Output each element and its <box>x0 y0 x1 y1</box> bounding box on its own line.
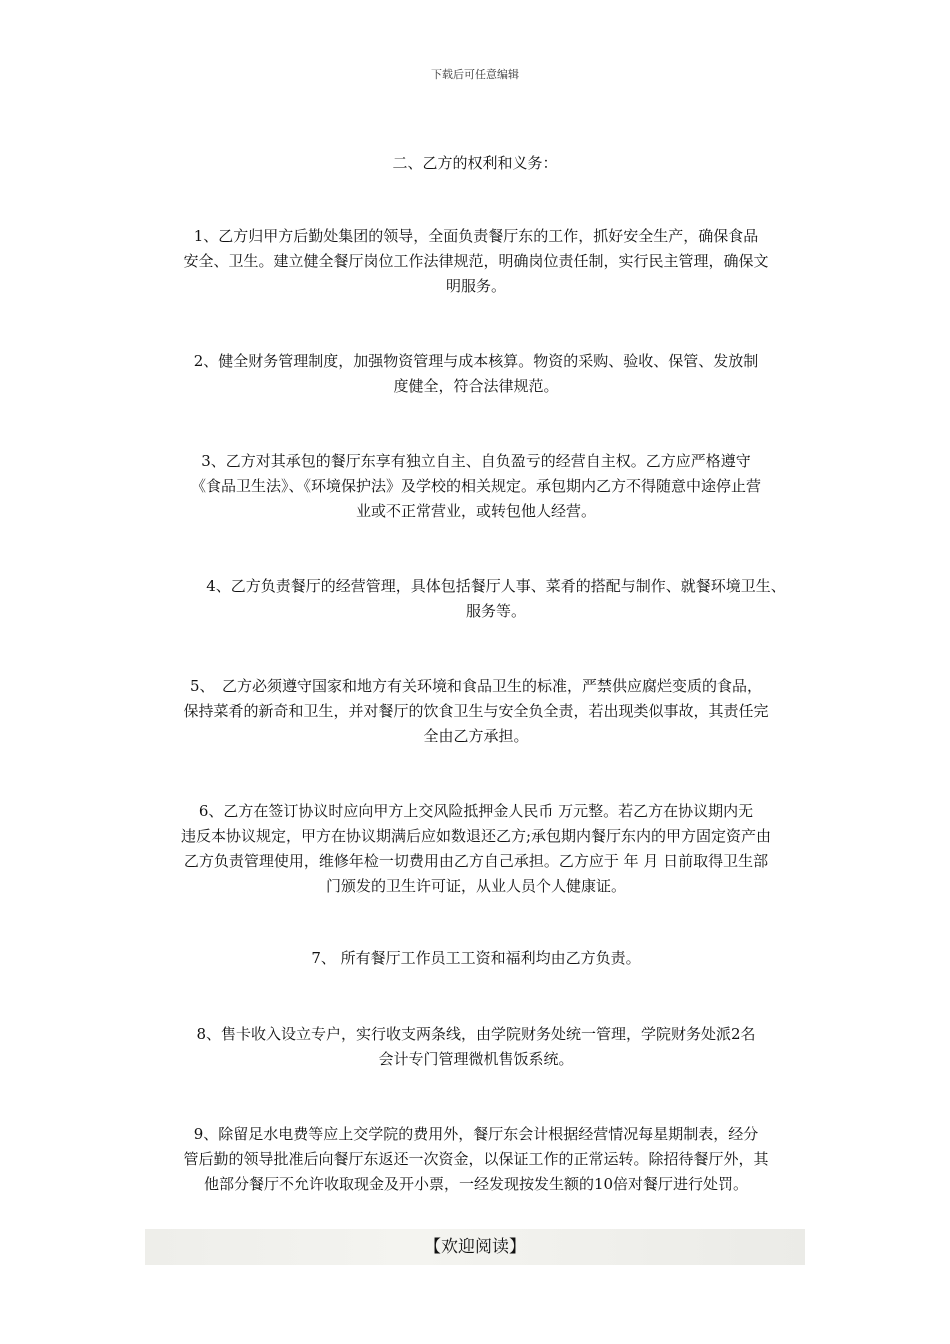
page-header: 下载后可任意编辑 <box>431 68 519 81</box>
paragraph-line: 《食品卫生法》、《环境保护法》及学校的相关规定。承包期内乙方不得随意中途停止营 <box>190 477 761 495</box>
paragraph-line: 1、乙方归甲方后勤处集团的领导，全面负责餐厅东的工作，抓好安全生产，确保食品 <box>193 227 759 245</box>
paragraph-line: 门颁发的卫生许可证，从业人员个人健康证。 <box>325 877 626 895</box>
paragraph-1 <box>145 224 807 299</box>
paragraph-line: 服务等。 <box>465 602 526 620</box>
paragraph-line: 8、售卡收入设立专户，实行收支两条线，由学院财务处统一管理，学院财务处派2名 <box>196 1025 756 1043</box>
paragraph-line: 9、除留足水电费等应上交学院的费用外，餐厅东会计根据经营情况每星期制表，经分 <box>193 1125 759 1143</box>
paragraph-5 <box>145 674 807 749</box>
paragraph-line: 明服务。 <box>445 277 506 295</box>
paragraph-3 <box>145 449 807 524</box>
paragraph-line: 他部分餐厅不允许收取现金及开小票，一经发现按发生额的10倍对餐厅进行处罚。 <box>203 1175 749 1193</box>
paragraph-line: 管后勤的领导批准后向餐厅东返还一次资金，以保证工作的正常运转。除招待餐厅外，其 <box>183 1150 769 1168</box>
paragraph-line: 7、 所有餐厅工作员工工资和福利均由乙方负责。 <box>311 949 641 967</box>
paragraph-4 <box>165 574 827 624</box>
paragraph-line: 会计专门管理微机售饭系统。 <box>378 1050 574 1068</box>
paragraph-line: 业或不正常营业，或转包他人经营。 <box>355 502 596 520</box>
section-heading: 二、乙方的权利和义务： <box>392 154 558 172</box>
paragraph-line: 全由乙方承担。 <box>423 727 529 745</box>
paragraph-line: 保持菜肴的新奇和卫生，并对餐厅的饮食卫生与安全负全责，若出现类似事故，其责任完 <box>183 702 769 720</box>
paragraph-line: 4、乙方负责餐厅的经营管理，具体包括餐厅人事、菜肴的搭配与制作、就餐环境卫生、 <box>206 577 786 595</box>
paragraph-line: 乙方负责管理使用，维修年检一切费用由乙方自己承担。乙方应于 年 月 日前取得卫生部 <box>183 852 769 870</box>
paragraph-line: 安全、卫生。建立健全餐厅岗位工作法律规范，明确岗位责任制，实行民主管理，确保文 <box>183 252 769 270</box>
paragraph-line: 2、健全财务管理制度，加强物资管理与成本核算。物资的采购、验收、保管、发放制 <box>193 352 759 370</box>
welcome-banner: 【欢迎阅读】 <box>145 1229 805 1265</box>
paragraph-9 <box>145 1122 807 1197</box>
paragraph-line: 违反本协议规定，甲方在协议期满后应如数退还乙方;承包期内餐厅东内的甲方固定资产由 <box>180 827 772 845</box>
paragraph-line: 5、 乙方必须遵守国家和地方有关环境和食品卫生的标准，严禁供应腐烂变质的食品， <box>189 677 763 695</box>
paragraph-7 <box>145 946 807 971</box>
paragraph-6 <box>145 799 807 899</box>
paragraph-line: 3、乙方对其承包的餐厅东享有独立自主、自负盈亏的经营自主权。乙方应严格遵守 <box>201 452 751 470</box>
paragraph-8 <box>145 1022 807 1072</box>
paragraph-line: 度健全，符合法律规范。 <box>393 377 559 395</box>
paragraph-line: 6、乙方在签订协议时应向甲方上交风险抵押金人民币 万元整。若乙方在协议期内无 <box>198 802 754 820</box>
paragraph-2 <box>145 349 807 399</box>
